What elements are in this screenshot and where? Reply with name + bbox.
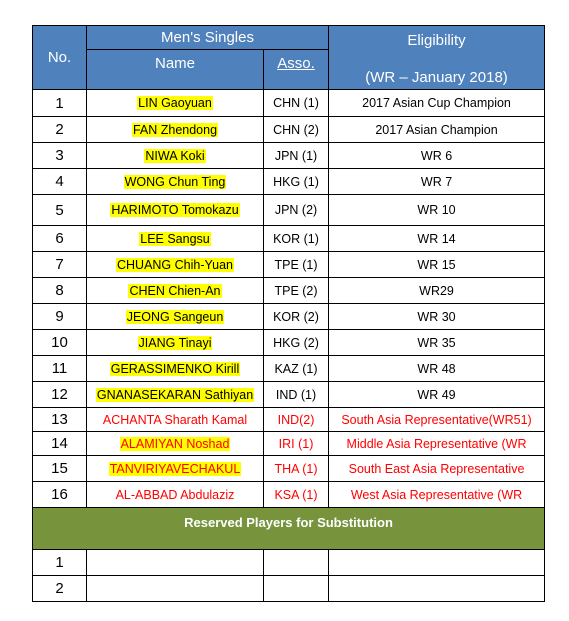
- table-row: [33, 117, 545, 143]
- header-asso: Asso.: [264, 50, 329, 90]
- player-name-cell: [87, 408, 264, 432]
- association: JPN (2): [264, 195, 329, 226]
- table-row: [33, 432, 545, 456]
- row-number: 9: [33, 304, 87, 330]
- player-rows: [33, 90, 545, 508]
- player-name: GNANASEKARAN Sathiyan: [96, 387, 254, 402]
- player-name-cell: [87, 432, 264, 456]
- association: IRI (1): [264, 432, 329, 456]
- row-number: 12: [33, 382, 87, 408]
- association: THA (1): [264, 456, 329, 482]
- player-name-cell: [87, 117, 264, 143]
- row-number: 14: [33, 432, 87, 456]
- eligibility: WR 49: [329, 382, 545, 408]
- association: KOR (2): [264, 304, 329, 330]
- table-row: [33, 482, 545, 508]
- row-number: 3: [33, 143, 87, 169]
- association: CHN (1): [264, 90, 329, 117]
- player-name-cell: [87, 195, 264, 226]
- row-number: 16: [33, 482, 87, 508]
- table-row: [33, 252, 545, 278]
- eligibility: WR29: [329, 278, 545, 304]
- reserved-title: Reserved Players for Substitution: [33, 508, 545, 550]
- eligibility: WR 6: [329, 143, 545, 169]
- player-name-cell: [87, 456, 264, 482]
- table-row: [33, 330, 545, 356]
- player-name: GERASSIMENKO Kirill: [110, 361, 240, 376]
- header-eligibility: [329, 26, 545, 90]
- player-name-cell: [87, 382, 264, 408]
- eligibility: WR 7: [329, 169, 545, 195]
- row-number: 7: [33, 252, 87, 278]
- player-name: LEE Sangsu: [140, 231, 210, 246]
- table-row: [33, 90, 545, 117]
- association: KAZ (1): [264, 356, 329, 382]
- reserved-number: 1: [33, 550, 87, 576]
- header-eligibility-sub: (WR – January 2018): [365, 69, 508, 86]
- association: KSA (1): [264, 482, 329, 508]
- table-row: [33, 304, 545, 330]
- player-name: ALAMIYAN Noshad: [120, 436, 230, 451]
- association: CHN (2): [264, 117, 329, 143]
- eligibility: 2017 Asian Champion: [329, 117, 545, 143]
- table-row: [33, 143, 545, 169]
- association: HKG (2): [264, 330, 329, 356]
- player-name: HARIMOTO Tomokazu: [111, 203, 239, 217]
- table-row: [33, 456, 545, 482]
- row-number: 15: [33, 456, 87, 482]
- player-name-cell: [87, 143, 264, 169]
- empty-cell: [264, 576, 329, 602]
- player-name-cell: [87, 304, 264, 330]
- eligibility: 2017 Asian Cup Champion: [329, 90, 545, 117]
- player-name-cell: [87, 330, 264, 356]
- player-name: ACHANTA Sharath Kamal: [102, 412, 248, 427]
- header-mens-singles: Men's Singles: [87, 26, 329, 50]
- association: JPN (1): [264, 143, 329, 169]
- eligibility: West Asia Representative (WR: [329, 482, 545, 508]
- table-row: [33, 278, 545, 304]
- empty-cell: [264, 550, 329, 576]
- player-name: CHUANG Chih-Yuan: [116, 257, 233, 272]
- eligibility: WR 35: [329, 330, 545, 356]
- empty-cell: [329, 576, 545, 602]
- row-number: 13: [33, 408, 87, 432]
- table-row: [33, 382, 545, 408]
- player-name: FAN Zhendong: [132, 122, 218, 137]
- player-name: TANVIRIYAVECHAKUL: [109, 461, 241, 476]
- player-name: AL-ABBAD Abdulaziz: [115, 487, 235, 502]
- eligibility: WR 48: [329, 356, 545, 382]
- player-name: CHEN Chien-An: [129, 283, 221, 298]
- player-name: NIWA Koki: [145, 148, 205, 163]
- table-row: [33, 356, 545, 382]
- reserved-number: 2: [33, 576, 87, 602]
- player-name: WONG Chun Ting: [124, 174, 226, 189]
- association: IND(2): [264, 408, 329, 432]
- table-row: [33, 169, 545, 195]
- player-name: JEONG Sangeun: [126, 309, 224, 324]
- player-name-cell: [87, 226, 264, 252]
- players-table: [32, 25, 545, 602]
- eligibility: South Asia Representative(WR51): [329, 408, 545, 432]
- row-number: 8: [33, 278, 87, 304]
- table-row: [33, 408, 545, 432]
- player-name-cell: [87, 169, 264, 195]
- header-eligibility-label: Eligibility: [407, 32, 466, 49]
- table-row: [33, 226, 545, 252]
- eligibility: Middle Asia Representative (WR: [329, 432, 545, 456]
- association: IND (1): [264, 382, 329, 408]
- eligibility: South East Asia Representative: [329, 456, 545, 482]
- player-name-cell: [87, 90, 264, 117]
- player-name: LIN Gaoyuan: [138, 96, 212, 110]
- player-name-cell: [87, 278, 264, 304]
- empty-cell: [87, 576, 264, 602]
- reserved-row: [33, 550, 545, 576]
- association: TPE (1): [264, 252, 329, 278]
- table-row: [33, 195, 545, 226]
- header-no: No.: [33, 26, 87, 90]
- reserved-rows: [33, 550, 545, 602]
- player-name-cell: [87, 482, 264, 508]
- row-number: 1: [33, 90, 87, 117]
- eligibility: WR 14: [329, 226, 545, 252]
- row-number: 4: [33, 169, 87, 195]
- player-name-cell: [87, 356, 264, 382]
- empty-cell: [329, 550, 545, 576]
- player-name: JIANG Tinayi: [138, 335, 212, 350]
- row-number: 11: [33, 356, 87, 382]
- reserved-row: [33, 576, 545, 602]
- row-number: 2: [33, 117, 87, 143]
- association: TPE (2): [264, 278, 329, 304]
- row-number: 6: [33, 226, 87, 252]
- eligibility: WR 15: [329, 252, 545, 278]
- header-name: Name: [87, 50, 264, 90]
- player-name-cell: [87, 252, 264, 278]
- row-number: 5: [33, 195, 87, 226]
- association: HKG (1): [264, 169, 329, 195]
- empty-cell: [87, 550, 264, 576]
- eligibility: WR 30: [329, 304, 545, 330]
- row-number: 10: [33, 330, 87, 356]
- association: KOR (1): [264, 226, 329, 252]
- eligibility: WR 10: [329, 195, 545, 226]
